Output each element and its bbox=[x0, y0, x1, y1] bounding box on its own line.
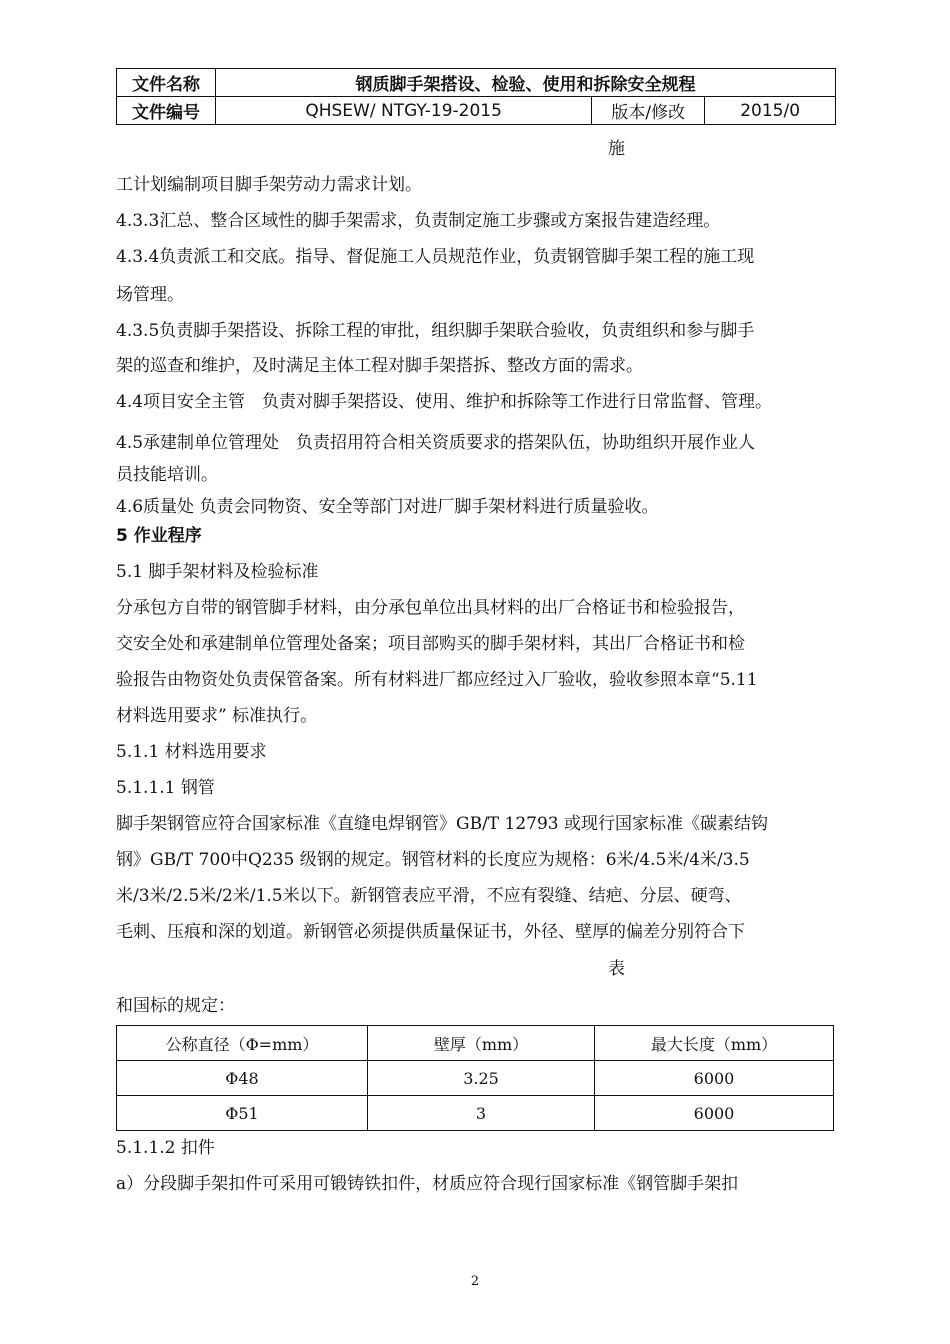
file-name-value: 钢质脚手架搭设、检验、使用和拆除安全规程 bbox=[216, 69, 836, 97]
text-line: 表 bbox=[608, 959, 625, 979]
header-row-name bbox=[117, 69, 836, 97]
text-line: 工计划编制项目脚手架劳动力需求计划。 bbox=[116, 175, 422, 195]
text-line: 米/3米/2.5米/2米/1.5米以下。新钢管表应平滑，不应有裂缝、结疤、分层、硬弯、 bbox=[116, 886, 742, 906]
spec-cell-thickness: 3.25 bbox=[368, 1061, 595, 1096]
subsection-heading: 5.1.1.2 扣件 bbox=[116, 1138, 215, 1158]
spec-header-diameter: 公称直径（Φ=mm） bbox=[117, 1026, 368, 1061]
text-line: 4.3.5负责脚手架搭设、拆除工程的审批，组织脚手架联合验收，负责组织和参与脚手 bbox=[116, 321, 755, 341]
text-line: 脚手架钢管应符合国家标准《直缝电焊钢管》GB/T 12793 或现行国家标准《碳素结钩 bbox=[116, 814, 769, 834]
section-heading: 5 作业程序 bbox=[116, 526, 202, 546]
text-line: 钢》GB/T 700中Q235 级钢的规定。钢管材料的长度应为规格：6米/4.5米/4米/3.5 bbox=[116, 850, 750, 870]
text-line: 验报告由物资处负责保管备案。所有材料进厂都应经过入厂验收，验收参照本章“5.11 bbox=[116, 670, 758, 690]
text-line: 4.6质量处 负责会同物资、安全等部门对进厂脚手架材料进行质量验收。 bbox=[116, 497, 659, 517]
text-line: a）分段脚手架扣件可采用可锻铸铁扣件，材质应符合现行国家标准《钢管脚手架扣 bbox=[116, 1174, 739, 1194]
document-header-table bbox=[116, 68, 836, 125]
file-code-label: 文件编号 bbox=[117, 97, 216, 125]
file-name-label: 文件名称 bbox=[117, 69, 216, 97]
text-line: 4.3.4负责派工和交底。指导、督促施工人员规范作业，负责钢管脚手架工程的施工现 bbox=[116, 247, 755, 267]
text-line: 分承包方自带的钢管脚手材料，由分承包单位出具材料的出厂合格证书和检验报告， bbox=[116, 598, 745, 618]
table-row bbox=[117, 1061, 834, 1096]
text-line: 架的巡查和维护，及时满足主体工程对脚手架搭拆、整改方面的需求。 bbox=[116, 356, 643, 376]
spec-cell-thickness: 3 bbox=[368, 1096, 595, 1131]
text-line: 交安全处和承建制单位管理处备案；项目部购买的脚手架材料，其出厂合格证书和检 bbox=[116, 634, 745, 654]
spec-header-length: 最大长度（mm） bbox=[595, 1026, 834, 1061]
table-row bbox=[117, 1096, 834, 1131]
spec-header-thickness: 壁厚（mm） bbox=[368, 1026, 595, 1061]
text-line: 和国标的规定： bbox=[116, 996, 235, 1016]
text-line: 场管理。 bbox=[116, 285, 184, 305]
version-value: 2015/0 bbox=[705, 97, 836, 125]
subsection-heading: 5.1.1.1 钢管 bbox=[116, 778, 215, 798]
version-label: 版本/修改 bbox=[592, 97, 705, 125]
subsection-heading: 5.1.1 材料选用要求 bbox=[116, 742, 267, 762]
spec-table-header-row bbox=[117, 1026, 834, 1061]
spec-cell-diameter: Φ51 bbox=[117, 1096, 368, 1131]
text-line: 施 bbox=[608, 139, 625, 159]
text-line: 材料选用要求” 标准执行。 bbox=[116, 706, 318, 726]
file-code-value: QHSEW/ NTGY-19-2015 bbox=[216, 97, 592, 125]
spec-cell-length: 6000 bbox=[595, 1061, 834, 1096]
text-line: 毛刺、压痕和深的划道。新钢管必须提供质量保证书，外径、壁厚的偏差分别符合下 bbox=[116, 922, 745, 942]
text-line: 员技能培训。 bbox=[116, 465, 218, 485]
page-number: 2 bbox=[470, 1274, 480, 1289]
spec-cell-diameter: Φ48 bbox=[117, 1061, 368, 1096]
header-row-code bbox=[117, 97, 836, 125]
text-line: 4.3.3汇总、整合区域性的脚手架需求，负责制定施工步骤或方案报告建造经理。 bbox=[116, 211, 721, 231]
text-line: 4.5承建制单位管理处 负责招用符合相关资质要求的搭架队伍，协助组织开展作业人 bbox=[116, 433, 756, 453]
text-line: 4.4项目安全主管 负责对脚手架搭设、使用、维护和拆除等工作进行日常监督、管理。 bbox=[116, 392, 773, 412]
subsection-heading: 5.1 脚手架材料及检验标准 bbox=[116, 562, 319, 582]
spec-cell-length: 6000 bbox=[595, 1096, 834, 1131]
steel-pipe-spec-table bbox=[116, 1025, 834, 1131]
